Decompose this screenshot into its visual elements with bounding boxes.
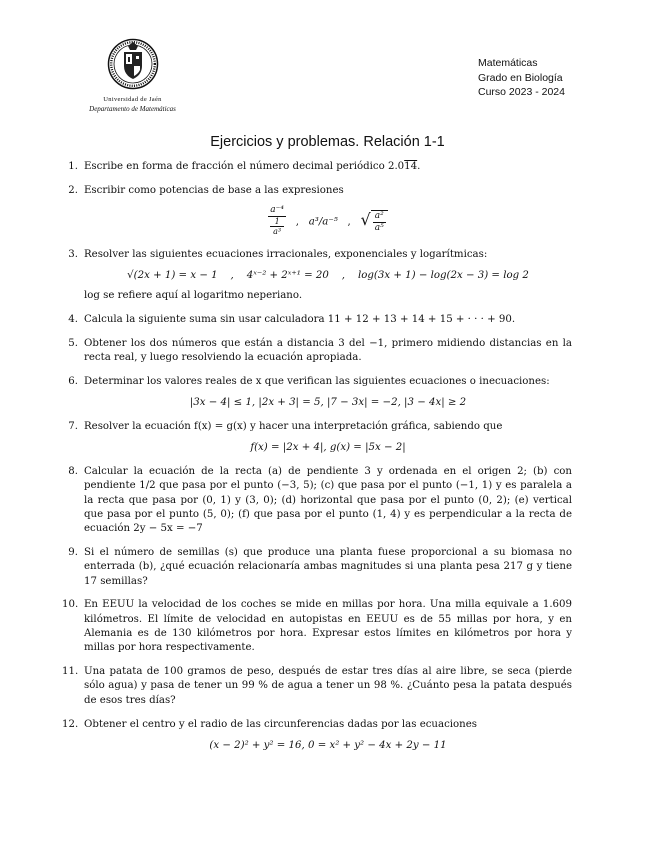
problem-6: 6. Determinar los valores reales de x que verifican las siguientes ecuaciones o inecuaciones: |3x − 4| ≤ 1, |2x + 3| = 5, |7 − 3x| = −2, |3 − 4x| ≥ 2 — [62, 375, 572, 411]
problem-1: 1. Escribe en forma de fracción el número decimal periódico 2.014. — [68, 161, 421, 172]
course-info — [478, 56, 565, 100]
problem-7-functions: f(x) = |2x + 4|, g(x) = |5x − 2| — [250, 442, 406, 454]
problem-6-expressions: |3x − 4| ≤ 1, |2x + 3| = 5, |7 − 3x| = −2, |3 − 4x| ≥ 2 — [189, 397, 467, 409]
university-logo — [80, 38, 185, 113]
course-degree: Grado en Biología — [478, 71, 563, 84]
problem-12: 12. Obtener el centro y el radio de las circunferencias dadas por las ecuaciones (x − 2)² + y² = 16, 0 = x² + y² − 4x + 2y − 11 — [62, 718, 572, 754]
problem-12-equations: (x − 2)² + y² = 16, 0 = x² + y² − 4x + 2y − 11 — [209, 739, 447, 751]
course-year: Curso 2023 - 2024 — [478, 86, 565, 98]
problem-list — [62, 160, 572, 763]
problem-3-equations: √(2x + 1) = x − 1 , 4ˣ⁻² + 2ˣ⁺¹ = 20 , log(3x + 1) − log(2x − 3) = log 2 — [127, 269, 529, 281]
university-name: Universidad de Jaén — [103, 96, 162, 103]
problem-11: 11. Una patata de 100 gramos de peso, después de estar tres días al aire libre, se seca (pierde sólo agua) y pasa de tener un 99 % de agua a tener un 98 %. ¿Cuánto pesa la patata después de esos tres días? — [62, 666, 572, 706]
problem-2-expressions: a⁻⁴ 1 a³ , a³/a⁻⁵ , √ $\frac{\text{a²}}{\text{a⁵}}$ — [84, 205, 572, 238]
quotient-expression: a³/a⁻⁵ — [308, 216, 338, 228]
problem-4: 4. Calcula la siguiente suma sin usar calculadora 11 + 12 + 13 + 14 + 15 + · · · + 90. — [68, 313, 516, 325]
problem-2: 2. Escribir como potencias de base a las expresiones a⁻⁴ 1 a³ , a³/a⁻⁵ , √ $\frac{\text{a²}}{\text{a⁵}}$ — [62, 184, 572, 238]
problem-3-note: log se refiere aquí al logaritmo neperiano. — [84, 290, 303, 302]
department-name: Departamento de Matemáticas — [89, 105, 176, 113]
root-expression: √ $\frac{\text{a²}}{\text{a⁵}}$ — [361, 210, 388, 234]
problem-10: 10. En EEUU la velocidad de los coches se mide en millas por hora. Una milla equivale a 1.609 kilómetros. El límite de velocidad en autopistas en EEUU es de 55 millas por hora, y en Alemania es de 130 kilómetros por hora. Expresar estos límites en kilómetros por hora y millas por hora respectivamente. — [62, 599, 572, 654]
fraction-expression: a⁻⁴ 1 a³ — [270, 205, 285, 237]
problem-8: 8. Calcular la ecuación de la recta (a) de pendiente 3 y ordenada en el origen 2; (b) con pendiente 1/2 que pasa por el punto (−3, 5); (c) que pasa por el punto (−1, 1) y es paralela a la recta que pasa por (0, 1) y (3, 0); (d) horizontal que pasa por el punto (0, 2); (e) vertical que pasa por el punto (5, 0); (f) que pasa por el punto (1, 4) y es perpendicular a la recta de ecuación 2y − 5x = −7 — [68, 466, 572, 535]
course-subject: Matemáticas — [478, 57, 538, 69]
problem-5: 5. Obtener los dos números que están a distancia 3 del −1, primero midiendo distancias en la recta real, y luego resolviendo la ecuación apropiada. — [68, 337, 572, 364]
problem-7: 7. Resolver la ecuación f(x) = g(x) y hacer una interpretación gráfica, sabiendo que f(x) = |2x + 4|, g(x) = |5x − 2| — [62, 420, 572, 456]
periodic-digits: 14 — [404, 161, 418, 172]
problem-3: 3. Resolver las siguientes ecuaciones irracionales, exponenciales y logarítmicas: √(2x + 1) = x − 1 , 4ˣ⁻² + 2ˣ⁺¹ = 20 , log(3x + 1) − log(2x − 3) = log 2 log se refiere aquí al logaritmo neperiano. — [62, 248, 572, 304]
problem-9: 9. Si el número de semillas (s) que produce una planta fuese proporcional a su biomasa no enterrada (b), ¿qué ecuación relacionaría ambas magnitudes si una planta pesa 217 g y tiene 17 semillas? — [68, 547, 572, 587]
university-seal-icon — [107, 38, 159, 90]
page-title: Ejercicios y problemas. Relación 1-1 — [210, 134, 445, 150]
